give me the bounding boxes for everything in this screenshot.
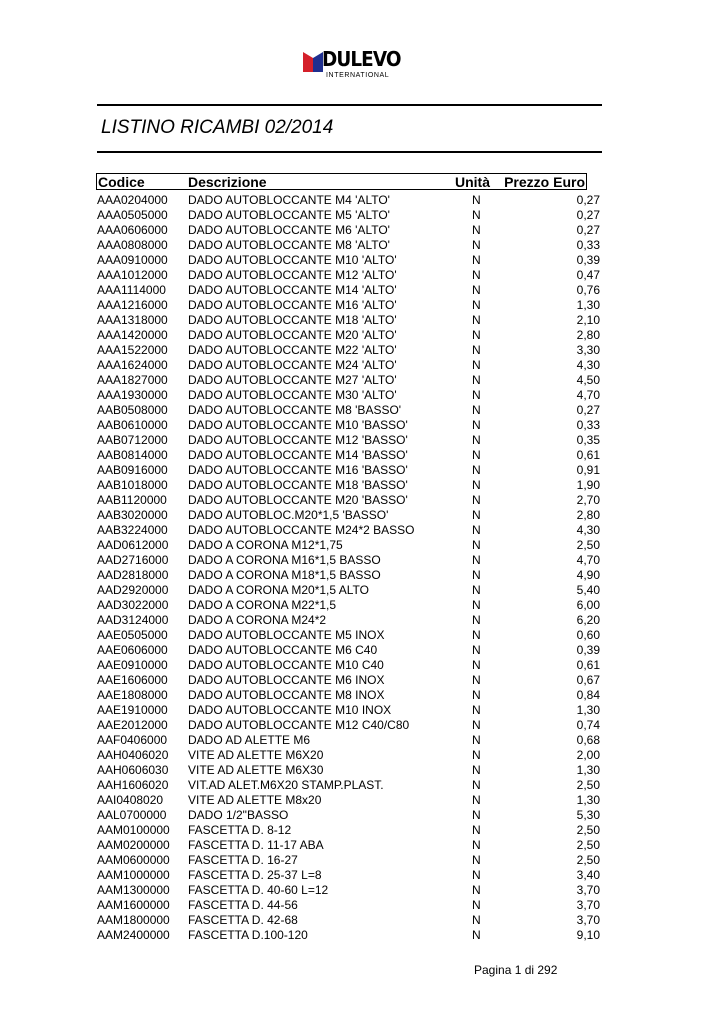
cell-description: VITE AD ALETTE M8x20 bbox=[188, 793, 322, 807]
cell-unit: N bbox=[472, 628, 481, 642]
cell-description: FASCETTA D. 8-12 bbox=[188, 823, 292, 837]
table-row bbox=[0, 748, 724, 763]
table-row bbox=[0, 658, 724, 673]
cell-code: AAB3020000 bbox=[97, 508, 168, 522]
table-row bbox=[0, 328, 724, 343]
cell-code: AAM1800000 bbox=[97, 913, 170, 927]
cell-unit: N bbox=[472, 898, 481, 912]
cell-code: AAH1606020 bbox=[97, 778, 169, 792]
cell-code: AAA1420000 bbox=[97, 328, 168, 342]
cell-description: DADO AUTOBLOCCANTE M4 'ALTO' bbox=[188, 193, 390, 207]
cell-unit: N bbox=[472, 193, 481, 207]
table-row bbox=[0, 583, 724, 598]
cell-code: AAB0712000 bbox=[97, 433, 168, 447]
cell-price: 3,30 bbox=[576, 343, 600, 357]
table-row bbox=[0, 553, 724, 568]
cell-description: DADO AUTOBLOCCANTE M10 C40 bbox=[188, 658, 384, 672]
cell-description: FASCETTA D.100-120 bbox=[188, 928, 308, 942]
page-counter: Pagina 1 di 292 bbox=[474, 963, 558, 977]
cell-description: DADO AUTOBLOCCANTE M6 'ALTO' bbox=[188, 223, 390, 237]
cell-description: DADO AUTOBLOCCANTE M20 'ALTO' bbox=[188, 328, 397, 342]
cell-description: DADO AUTOBLOCCANTE M6 INOX bbox=[188, 673, 385, 687]
cell-price: 0,33 bbox=[576, 238, 600, 252]
cell-description: DADO AUTOBLOCCANTE M5 'ALTO' bbox=[188, 208, 390, 222]
cell-unit: N bbox=[472, 328, 481, 342]
cell-price: 1,30 bbox=[576, 703, 600, 717]
cell-price: 0,39 bbox=[576, 643, 600, 657]
cell-price: 3,40 bbox=[576, 868, 600, 882]
table-row bbox=[0, 223, 724, 238]
cell-unit: N bbox=[472, 358, 481, 372]
cell-code: AAA0204000 bbox=[97, 193, 168, 207]
cell-unit: N bbox=[472, 583, 481, 597]
cell-description: DADO AUTOBLOCCANTE M20 'BASSO' bbox=[188, 493, 408, 507]
cell-unit: N bbox=[472, 388, 481, 402]
cell-code: AAB0916000 bbox=[97, 463, 168, 477]
cell-price: 0,84 bbox=[576, 688, 600, 702]
cell-price: 3,70 bbox=[576, 898, 600, 912]
cell-unit: N bbox=[472, 643, 481, 657]
cell-description: DADO AUTOBLOCCANTE M24 'ALTO' bbox=[188, 358, 397, 372]
cell-price: 0,74 bbox=[576, 718, 600, 732]
cell-description: DADO AUTOBLOCCANTE M16 'ALTO' bbox=[188, 298, 397, 312]
cell-price: 0,47 bbox=[576, 268, 600, 282]
cell-unit: N bbox=[472, 598, 481, 612]
cell-description: DADO AUTOBLOCCANTE M10 INOX bbox=[188, 703, 392, 717]
table-row bbox=[0, 838, 724, 853]
cell-description: DADO AUTOBLOC.M20*1,5 'BASSO' bbox=[188, 508, 389, 522]
cell-unit: N bbox=[472, 238, 481, 252]
cell-code: AAI0408020 bbox=[97, 793, 164, 807]
cell-code: AAE2012000 bbox=[97, 718, 168, 732]
dulevo-logo bbox=[303, 47, 401, 82]
cell-code: AAH0406020 bbox=[97, 748, 169, 762]
cell-price: 9,10 bbox=[576, 928, 600, 942]
cell-price: 6,00 bbox=[576, 598, 600, 612]
cell-description: DADO AUTOBLOCCANTE M8 'BASSO' bbox=[188, 403, 402, 417]
table-row bbox=[0, 733, 724, 748]
header-unit: Unità bbox=[455, 174, 490, 190]
cell-price: 0,27 bbox=[576, 193, 600, 207]
cell-description: DADO AUTOBLOCCANTE M8 INOX bbox=[188, 688, 385, 702]
cell-unit: N bbox=[472, 868, 481, 882]
cell-code: AAD0612000 bbox=[97, 538, 169, 552]
table-row bbox=[0, 808, 724, 823]
table-row bbox=[0, 898, 724, 913]
table-row bbox=[0, 418, 724, 433]
cell-description: DADO AUTOBLOCCANTE M30 'ALTO' bbox=[188, 388, 397, 402]
cell-unit: N bbox=[472, 223, 481, 237]
cell-code: AAB0508000 bbox=[97, 403, 168, 417]
cell-unit: N bbox=[472, 673, 481, 687]
cell-price: 2,50 bbox=[576, 853, 600, 867]
table-row bbox=[0, 283, 724, 298]
cell-description: DADO AUTOBLOCCANTE M16 'BASSO' bbox=[188, 463, 408, 477]
table-row bbox=[0, 298, 724, 313]
cell-description: VITE AD ALETTE M6X30 bbox=[188, 763, 324, 777]
cell-description: FASCETTA D. 25-37 L=8 bbox=[188, 868, 322, 882]
cell-description: FASCETTA D. 40-60 L=12 bbox=[188, 883, 329, 897]
cell-unit: N bbox=[472, 658, 481, 672]
cell-price: 2,70 bbox=[576, 493, 600, 507]
cell-code: AAM1300000 bbox=[97, 883, 170, 897]
cell-unit: N bbox=[472, 208, 481, 222]
cell-price: 5,30 bbox=[576, 808, 600, 822]
cell-price: 5,40 bbox=[576, 583, 600, 597]
cell-code: AAD3022000 bbox=[97, 598, 169, 612]
cell-price: 0,60 bbox=[576, 628, 600, 642]
cell-price: 2,80 bbox=[576, 328, 600, 342]
cell-description: VITE AD ALETTE M6X20 bbox=[188, 748, 324, 762]
table-row bbox=[0, 868, 724, 883]
cell-code: AAA1114000 bbox=[97, 283, 166, 297]
cell-price: 3,70 bbox=[576, 883, 600, 897]
cell-description: DADO A CORONA M12*1,75 bbox=[188, 538, 343, 552]
cell-price: 2,10 bbox=[576, 313, 600, 327]
table-row bbox=[0, 388, 724, 403]
cell-description: DADO AUTOBLOCCANTE M18 'ALTO' bbox=[188, 313, 397, 327]
cell-code: AAF0406000 bbox=[97, 733, 168, 747]
cell-unit: N bbox=[472, 433, 481, 447]
table-row bbox=[0, 343, 724, 358]
table-row bbox=[0, 598, 724, 613]
table-row bbox=[0, 268, 724, 283]
top-rule bbox=[97, 104, 602, 106]
cell-description: DADO AUTOBLOCCANTE M12 'BASSO' bbox=[188, 433, 408, 447]
cell-code: AAA1318000 bbox=[97, 313, 168, 327]
cell-description: DADO A CORONA M16*1,5 BASSO bbox=[188, 553, 381, 567]
cell-code: AAA1216000 bbox=[97, 298, 168, 312]
logo-subtitle: INTERNATIONAL bbox=[326, 72, 390, 79]
table-row bbox=[0, 433, 724, 448]
table-row bbox=[0, 718, 724, 733]
cell-description: DADO AUTOBLOCCANTE M10 'ALTO' bbox=[188, 253, 397, 267]
cell-code: AAB3224000 bbox=[97, 523, 168, 537]
cell-unit: N bbox=[472, 403, 481, 417]
cell-description: FASCETTA D. 42-68 bbox=[188, 913, 298, 927]
logo-brand: DULEVO bbox=[322, 47, 401, 71]
table-row bbox=[0, 508, 724, 523]
cell-code: AAH0606030 bbox=[97, 763, 169, 777]
cell-description: DADO AUTOBLOCCANTE M6 C40 bbox=[188, 643, 378, 657]
table-row bbox=[0, 358, 724, 373]
cell-price: 0,68 bbox=[576, 733, 600, 747]
cell-price: 2,00 bbox=[576, 748, 600, 762]
header-description: Descrizione bbox=[188, 174, 267, 190]
cell-code: AAB0610000 bbox=[97, 418, 168, 432]
table-row bbox=[0, 373, 724, 388]
cell-unit: N bbox=[472, 418, 481, 432]
cell-code: AAA1522000 bbox=[97, 343, 168, 357]
header-price: Prezzo Euro bbox=[504, 174, 585, 190]
cell-price: 0,27 bbox=[576, 403, 600, 417]
cell-code: AAM0100000 bbox=[97, 823, 170, 837]
cell-price: 0,35 bbox=[576, 433, 600, 447]
cell-code: AAM0600000 bbox=[97, 853, 170, 867]
cell-unit: N bbox=[472, 778, 481, 792]
cell-code: AAM1600000 bbox=[97, 898, 170, 912]
table-row bbox=[0, 613, 724, 628]
cell-code: AAL0700000 bbox=[97, 808, 167, 822]
cell-description: DADO AUTOBLOCCANTE M8 'ALTO' bbox=[188, 238, 390, 252]
cell-unit: N bbox=[472, 478, 481, 492]
page-title: LISTINO RICAMBI 02/2014 bbox=[101, 117, 334, 138]
cell-description: FASCETTA D. 11-17 ABA bbox=[188, 838, 324, 852]
cell-unit: N bbox=[472, 373, 481, 387]
cell-price: 1,30 bbox=[576, 763, 600, 777]
cell-description: DADO AUTOBLOCCANTE M24*2 BASSO bbox=[188, 523, 415, 537]
cell-unit: N bbox=[472, 253, 481, 267]
cell-unit: N bbox=[472, 763, 481, 777]
cell-code: AAM2400000 bbox=[97, 928, 170, 942]
cell-price: 1,30 bbox=[576, 298, 600, 312]
cell-code: AAA0808000 bbox=[97, 238, 168, 252]
cell-unit: N bbox=[472, 793, 481, 807]
cell-price: 0,91 bbox=[576, 463, 600, 477]
table-row bbox=[0, 523, 724, 538]
cell-unit: N bbox=[472, 283, 481, 297]
cell-price: 0,33 bbox=[576, 418, 600, 432]
table-row bbox=[0, 673, 724, 688]
cell-code: AAD2920000 bbox=[97, 583, 169, 597]
table-row bbox=[0, 883, 724, 898]
cell-unit: N bbox=[472, 343, 481, 357]
table-row bbox=[0, 778, 724, 793]
cell-unit: N bbox=[472, 718, 481, 732]
table-row bbox=[0, 703, 724, 718]
cell-description: DADO AUTOBLOCCANTE M22 'ALTO' bbox=[188, 343, 397, 357]
cell-description: FASCETTA D. 16-27 bbox=[188, 853, 298, 867]
cell-price: 0,39 bbox=[576, 253, 600, 267]
cell-description: DADO AD ALETTE M6 bbox=[188, 733, 311, 747]
cell-price: 0,61 bbox=[576, 448, 600, 462]
cell-code: AAE0606000 bbox=[97, 643, 168, 657]
cell-unit: N bbox=[472, 748, 481, 762]
cell-code: AAD2818000 bbox=[97, 568, 169, 582]
table-row bbox=[0, 493, 724, 508]
cell-code: AAB1120000 bbox=[97, 493, 167, 507]
cell-unit: N bbox=[472, 553, 481, 567]
cell-price: 2,50 bbox=[576, 823, 600, 837]
table-row bbox=[0, 253, 724, 268]
table-row bbox=[0, 763, 724, 778]
table-row bbox=[0, 538, 724, 553]
cell-unit: N bbox=[472, 808, 481, 822]
cell-unit: N bbox=[472, 913, 481, 927]
cell-price: 4,70 bbox=[576, 553, 600, 567]
cell-code: AAD2716000 bbox=[97, 553, 169, 567]
cell-price: 2,50 bbox=[576, 838, 600, 852]
cell-code: AAB0814000 bbox=[97, 448, 168, 462]
cell-unit: N bbox=[472, 823, 481, 837]
cell-code: AAD3124000 bbox=[97, 613, 169, 627]
cell-code: AAM1000000 bbox=[97, 868, 170, 882]
cell-unit: N bbox=[472, 853, 481, 867]
cell-unit: N bbox=[472, 928, 481, 942]
table-row bbox=[0, 688, 724, 703]
table-row bbox=[0, 478, 724, 493]
cell-code: AAE1606000 bbox=[97, 673, 168, 687]
cell-description: DADO A CORONA M24*2 bbox=[188, 613, 327, 627]
parts-table bbox=[0, 193, 724, 943]
cell-price: 4,30 bbox=[576, 358, 600, 372]
cell-price: 1,90 bbox=[576, 478, 600, 492]
cell-price: 2,50 bbox=[576, 538, 600, 552]
cell-price: 2,50 bbox=[576, 778, 600, 792]
cell-unit: N bbox=[472, 313, 481, 327]
cell-unit: N bbox=[472, 838, 481, 852]
cell-price: 4,70 bbox=[576, 388, 600, 402]
table-header bbox=[96, 173, 587, 190]
table-row bbox=[0, 793, 724, 808]
cell-unit: N bbox=[472, 298, 481, 312]
cell-unit: N bbox=[472, 883, 481, 897]
table-row bbox=[0, 628, 724, 643]
cell-description: DADO AUTOBLOCCANTE M14 'ALTO' bbox=[188, 283, 397, 297]
cell-unit: N bbox=[472, 613, 481, 627]
cell-description: DADO AUTOBLOCCANTE M12 C40/C80 bbox=[188, 718, 410, 732]
cell-description: DADO AUTOBLOCCANTE M27 'ALTO' bbox=[188, 373, 397, 387]
cell-description: DADO A CORONA M18*1,5 BASSO bbox=[188, 568, 381, 582]
cell-price: 3,70 bbox=[576, 913, 600, 927]
cell-unit: N bbox=[472, 688, 481, 702]
cell-description: DADO AUTOBLOCCANTE M14 'BASSO' bbox=[188, 448, 408, 462]
table-row bbox=[0, 853, 724, 868]
cell-code: AAE1808000 bbox=[97, 688, 168, 702]
table-row bbox=[0, 208, 724, 223]
cell-unit: N bbox=[472, 733, 481, 747]
cell-unit: N bbox=[472, 703, 481, 717]
cell-unit: N bbox=[472, 508, 481, 522]
cell-description: DADO A CORONA M20*1,5 ALTO bbox=[188, 583, 369, 597]
cell-price: 4,50 bbox=[576, 373, 600, 387]
cell-code: AAM0200000 bbox=[97, 838, 170, 852]
cell-price: 0,76 bbox=[576, 283, 600, 297]
cell-description: DADO AUTOBLOCCANTE M12 'ALTO' bbox=[188, 268, 397, 282]
cell-description: VIT.AD ALET.M6X20 STAMP.PLAST. bbox=[188, 778, 384, 792]
cell-description: DADO AUTOBLOCCANTE M18 'BASSO' bbox=[188, 478, 408, 492]
cell-price: 4,90 bbox=[576, 568, 600, 582]
cell-code: AAB1018000 bbox=[97, 478, 168, 492]
title-rule bbox=[97, 151, 602, 153]
header-code: Codice bbox=[98, 174, 145, 190]
cell-unit: N bbox=[472, 493, 481, 507]
cell-description: DADO AUTOBLOCCANTE M5 INOX bbox=[188, 628, 385, 642]
cell-description: FASCETTA D. 44-56 bbox=[188, 898, 298, 912]
cell-code: AAE0910000 bbox=[97, 658, 168, 672]
table-row bbox=[0, 238, 724, 253]
cell-code: AAA0606000 bbox=[97, 223, 168, 237]
cell-code: AAA1827000 bbox=[97, 373, 168, 387]
table-row bbox=[0, 193, 724, 208]
table-row bbox=[0, 823, 724, 838]
cell-code: AAA0505000 bbox=[97, 208, 168, 222]
cell-code: AAA0910000 bbox=[97, 253, 168, 267]
table-row bbox=[0, 568, 724, 583]
cell-description: DADO A CORONA M22*1,5 bbox=[188, 598, 337, 612]
cell-unit: N bbox=[472, 568, 481, 582]
table-row bbox=[0, 313, 724, 328]
cell-price: 0,67 bbox=[576, 673, 600, 687]
cell-code: AAA1930000 bbox=[97, 388, 168, 402]
cell-unit: N bbox=[472, 538, 481, 552]
cell-unit: N bbox=[472, 523, 481, 537]
table-row bbox=[0, 913, 724, 928]
cell-price: 1,30 bbox=[576, 793, 600, 807]
cell-description: DADO AUTOBLOCCANTE M10 'BASSO' bbox=[188, 418, 408, 432]
cell-code: AAA1012000 bbox=[97, 268, 168, 282]
table-row bbox=[0, 403, 724, 418]
cell-price: 0,27 bbox=[576, 223, 600, 237]
cell-code: AAE1910000 bbox=[97, 703, 168, 717]
cell-code: AAE0505000 bbox=[97, 628, 168, 642]
cell-price: 0,61 bbox=[576, 658, 600, 672]
cell-price: 6,20 bbox=[576, 613, 600, 627]
cell-description: DADO 1/2"BASSO bbox=[188, 808, 289, 822]
cell-unit: N bbox=[472, 463, 481, 477]
cell-price: 2,80 bbox=[576, 508, 600, 522]
cell-price: 4,30 bbox=[576, 523, 600, 537]
cell-unit: N bbox=[472, 268, 481, 282]
table-row bbox=[0, 448, 724, 463]
table-row bbox=[0, 928, 724, 943]
table-row bbox=[0, 643, 724, 658]
table-row bbox=[0, 463, 724, 478]
cell-unit: N bbox=[472, 448, 481, 462]
cell-code: AAA1624000 bbox=[97, 358, 168, 372]
cell-price: 0,27 bbox=[576, 208, 600, 222]
